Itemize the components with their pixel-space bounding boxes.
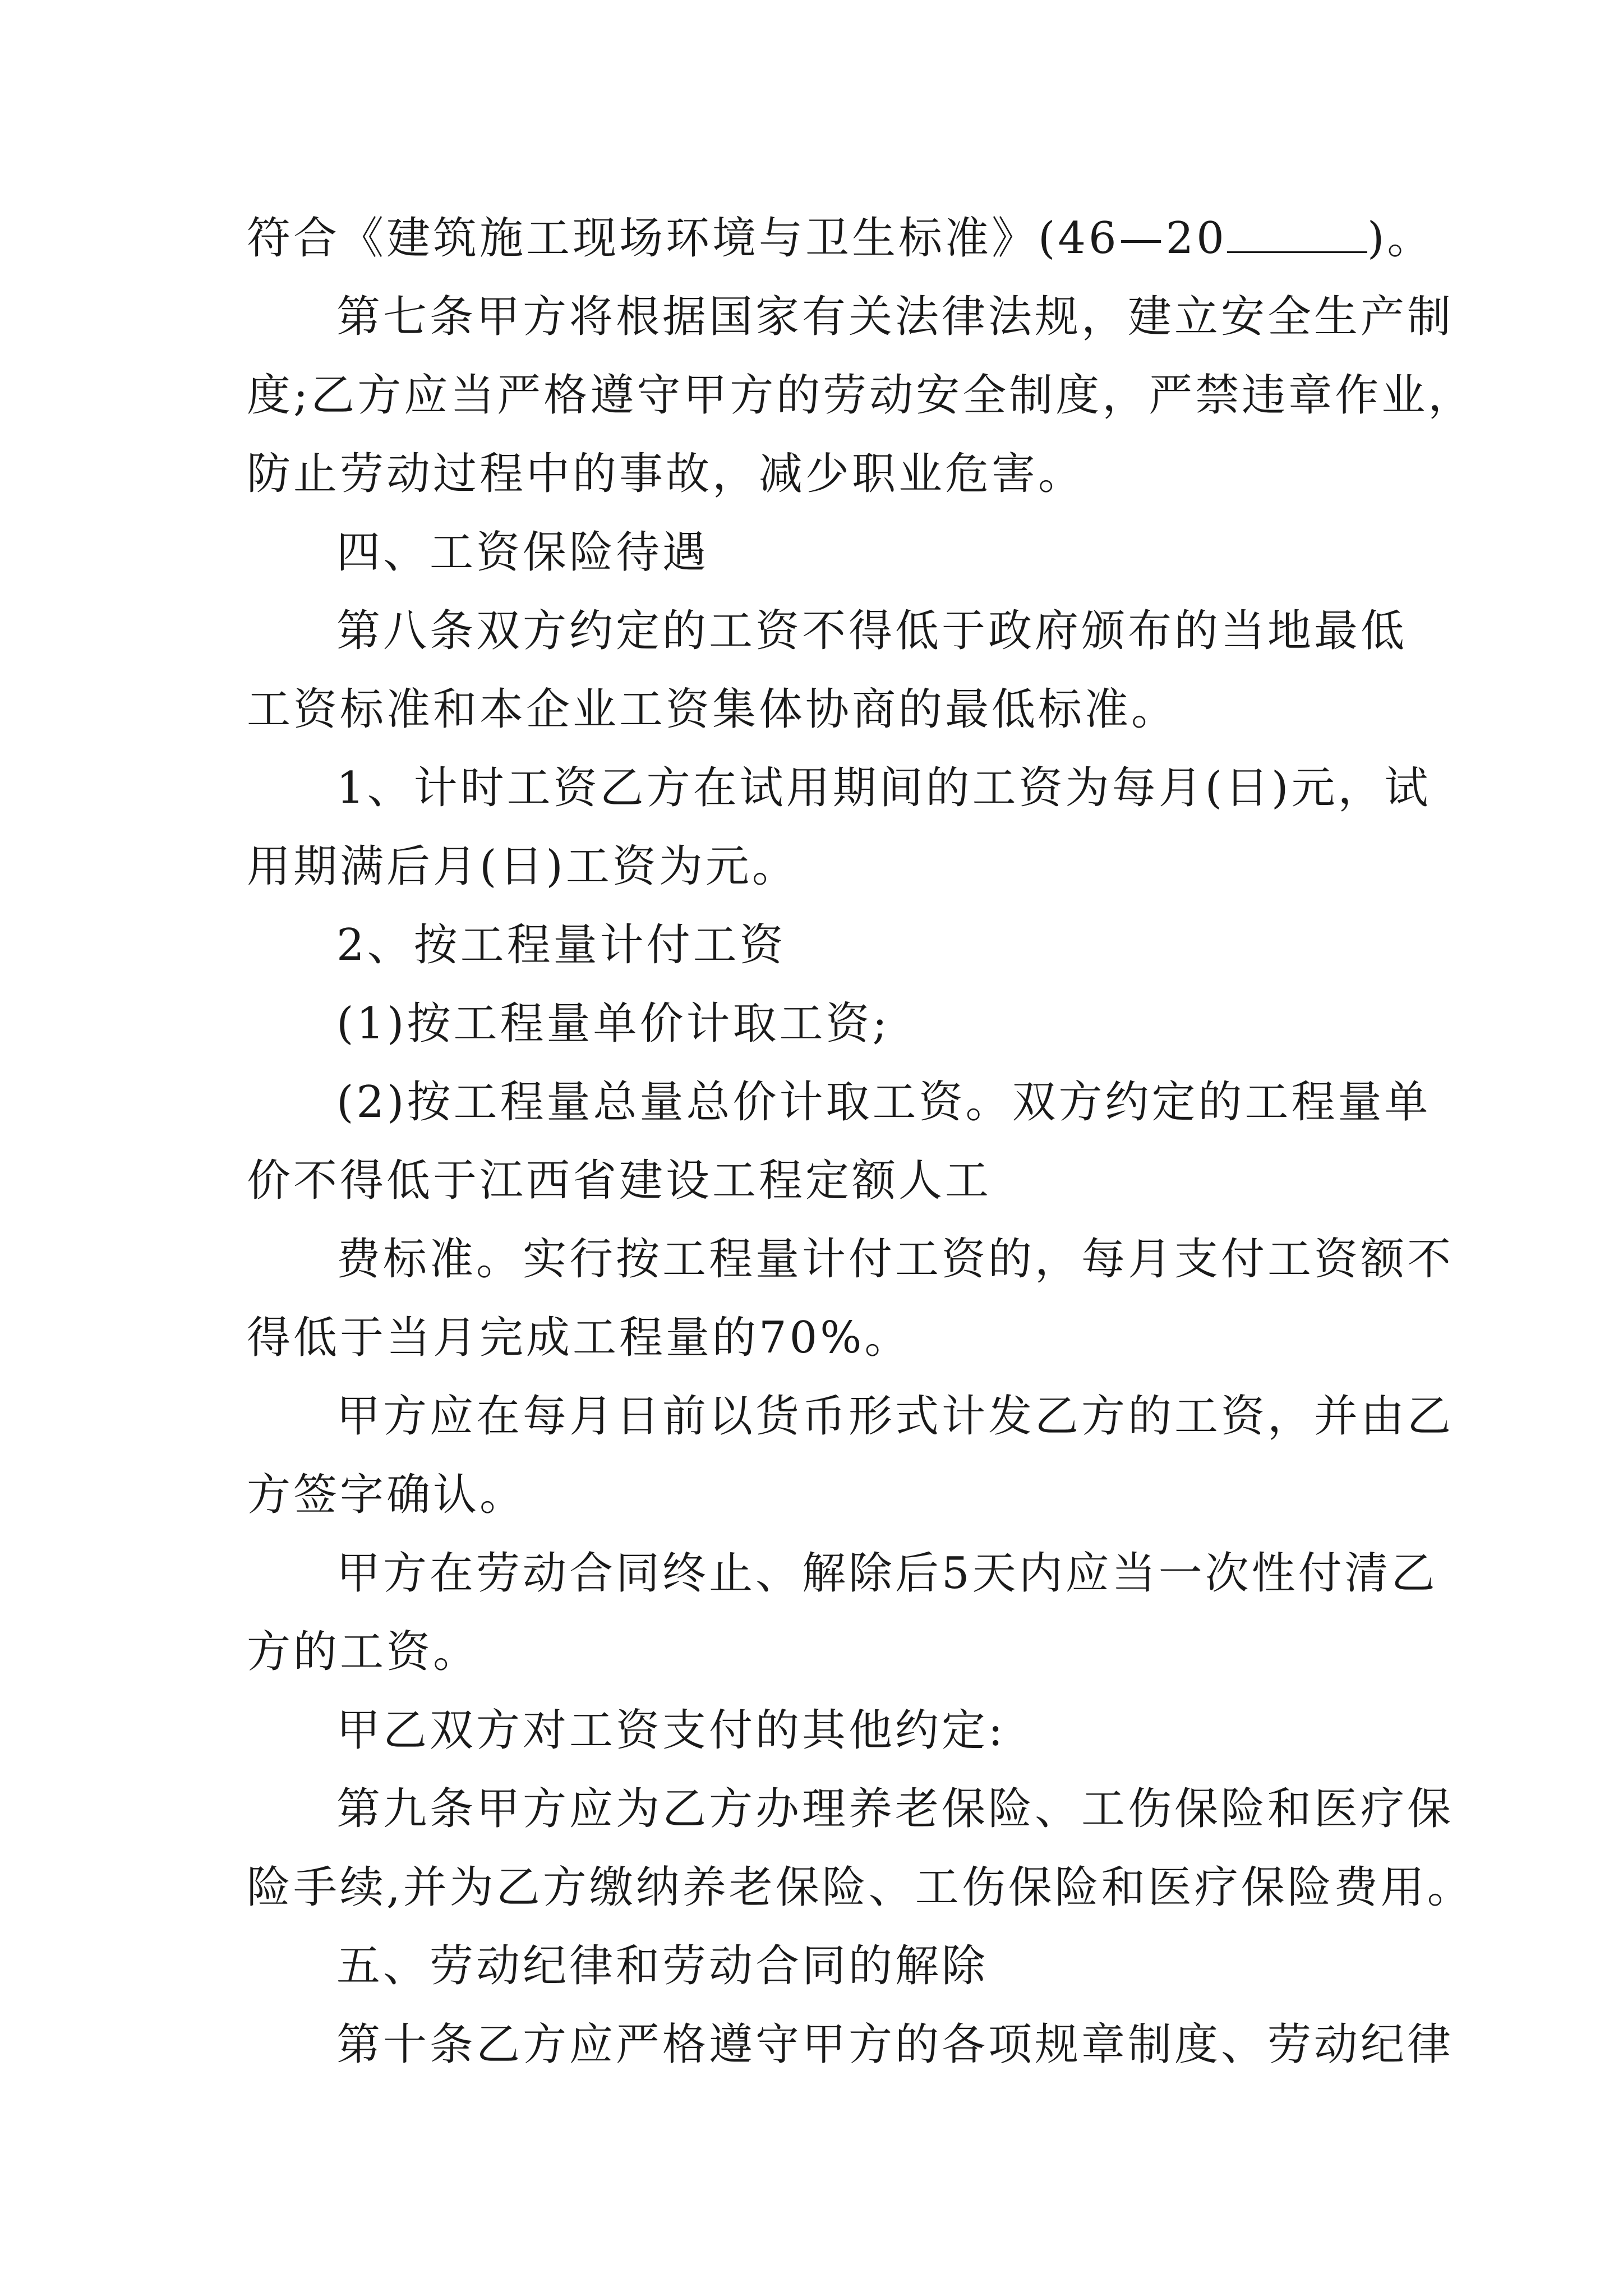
text-line: 方的工资。: [247, 1627, 480, 1677]
text-line: 度;乙方应当严格遵守甲方的劳动安全制度，严禁违章作业，: [247, 370, 1475, 421]
text-line: 险手续,并为乙方缴纳养老保险、工伤保险和医疗保险费用。: [247, 1862, 1474, 1913]
text-line: 防止劳动过程中的事故，减少职业危害。: [247, 449, 1085, 499]
document-body: [247, 199, 1475, 2084]
paragraph-start-line: 第九条甲方应为乙方办理养老保险、工伤保险和医疗保: [336, 1784, 1454, 1834]
text-line: 工资标准和本企业工资集体协商的最低标准。: [247, 684, 1178, 735]
paragraph-start-line: 第七条甲方将根据国家有关法律法规，建立安全生产制: [336, 292, 1454, 342]
text-line: 得低于当月完成工程量的70%。: [247, 1313, 911, 1363]
paragraph-start-line: (2)按工程量总量总价计取工资。双方约定的工程量单: [336, 1077, 1431, 1128]
section-heading: 五、劳动纪律和劳动合同的解除: [336, 1941, 989, 1991]
paragraph-start-line: 1、计时工资乙方在试用期间的工资为每月(日)元，试: [336, 763, 1431, 813]
paragraph-start-line: 甲方应在每月日前以货币形式计发乙方的工资，并由乙: [336, 1391, 1454, 1442]
paragraph-start-line: 第八条双方约定的工资不得低于政府颁布的当地最低: [336, 606, 1408, 656]
paragraph-start-line: (1)按工程量单价计取工资;: [336, 999, 890, 1049]
paragraph-start-line: 费标准。实行按工程量计付工资的，每月支付工资额不: [336, 1234, 1454, 1285]
text-line: [247, 199, 1434, 278]
line-text: )。: [1367, 213, 1434, 264]
text-line: 方签字确认。: [247, 1470, 527, 1520]
section-heading: 四、工资保险待遇: [336, 527, 709, 578]
fill-in-blank: [1227, 218, 1367, 253]
line-text: 符合《建筑施工现场环境与卫生标准》(46—20: [247, 213, 1227, 264]
text-line: 价不得低于江西省建设工程定额人工: [247, 1156, 992, 1206]
paragraph-start-line: 甲方在劳动合同终止、解除后5天内应当一次性付清乙: [336, 1548, 1438, 1599]
paragraph-start-line: 甲乙双方对工资支付的其他约定:: [336, 1705, 1006, 1756]
paragraph-start-line: 2、按工程量计付工资: [336, 920, 786, 970]
paragraph-start-line: 第十条乙方应严格遵守甲方的各项规章制度、劳动纪律: [336, 2019, 1454, 2070]
text-line: 用期满后月(日)工资为元。: [247, 841, 799, 892]
